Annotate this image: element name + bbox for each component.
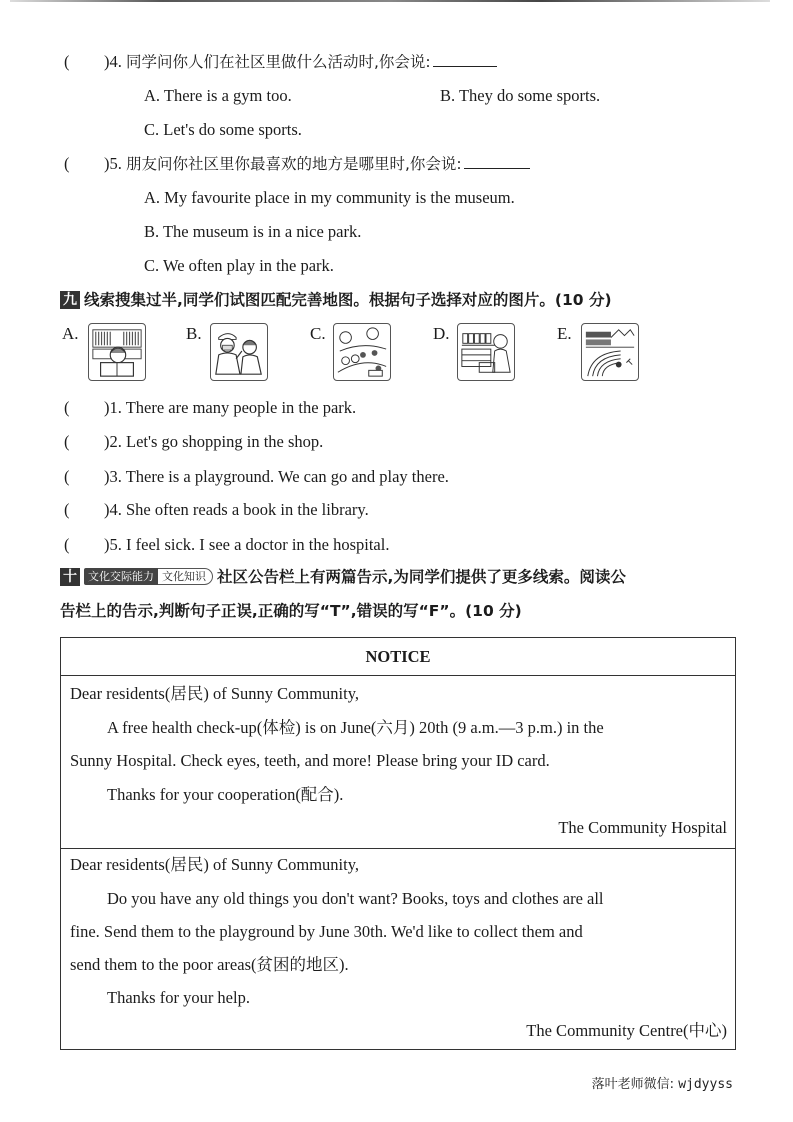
picture-label-b: B.: [186, 324, 202, 343]
sentence-number: )3.: [104, 467, 122, 486]
sentence-text: I feel sick. I see a doctor in the hospital.: [126, 535, 390, 554]
doctor-patient-icon: [210, 323, 268, 381]
library-reading-girl-icon: [88, 323, 146, 381]
answer-paren: (: [64, 432, 70, 451]
picture-label-e: E.: [557, 324, 572, 343]
answer-paren: (: [64, 535, 70, 554]
sentence-text: There are many people in the park.: [125, 398, 357, 417]
footer-label: 落叶老师微信:: [591, 1077, 675, 1092]
question-5: [104, 154, 530, 174]
section-10-header: [60, 567, 626, 587]
notice-1-signature: The Community Hospital: [558, 818, 727, 837]
question-prompt: 朋友问你社区里你最喜欢的地方是哪里时,你会说:: [126, 155, 462, 173]
section-instruction-line-2: 告栏上的告示,判断句子正误,正确的写“T”,错误的写“F”。(10 分): [60, 602, 522, 620]
answer-paren: (: [64, 467, 70, 486]
section-9-header: [60, 290, 612, 310]
knowledge-tag: 文化知识: [158, 568, 213, 585]
notice-2-thanks: Thanks for your help.: [107, 988, 250, 1007]
answer-blank[interactable]: [464, 155, 530, 169]
sentence-4: [104, 500, 369, 520]
question-prompt: 同学问你人们在社区里做什么活动时,你会说:: [126, 53, 431, 71]
option-a: A. There is a gym too.: [144, 86, 292, 105]
answer-paren: (: [64, 154, 70, 173]
sentence-text: Let's go shopping in the shop.: [126, 432, 324, 451]
notice-2-body-line-3: send them to the poor areas(贫困的地区).: [70, 955, 349, 974]
answer-paren: (: [64, 398, 70, 417]
section-10-header-cont: [60, 601, 522, 621]
section-instruction: 线索搜集过半,同学们试图匹配完善地图。根据句子选择对应的图片。(10 分): [84, 291, 612, 309]
question-number: )4.: [104, 52, 122, 71]
question-number: )5.: [104, 154, 122, 173]
option-a: A. My favourite place in my community is the museum.: [144, 188, 515, 207]
sentence-2: [104, 432, 323, 452]
sentence-3: [104, 467, 449, 487]
notice-board: [60, 637, 736, 1050]
shop-shopping-icon: [457, 323, 515, 381]
sentence-number: )4.: [104, 500, 122, 519]
notice-title: NOTICE: [61, 638, 735, 676]
notice-2-body-line-1: Do you have any old things you don't want? Books, toys and clothes are all: [107, 889, 604, 908]
footer-contact: [592, 1073, 733, 1092]
option-c: C. We often play in the park.: [144, 256, 334, 275]
notice-1-body-line-1: A free health check-up(体检) is on June(六月) 20th (9 a.m.—3 p.m.) in the: [107, 718, 604, 737]
option-c: C. Let's do some sports.: [144, 120, 302, 139]
answer-blank[interactable]: [433, 53, 497, 67]
page-top-edge: [10, 0, 770, 2]
notice-1-body-line-2: Sunny Hospital. Check eyes, teeth, and more! Please bring your ID card.: [70, 751, 550, 770]
playground-track-icon: [581, 323, 639, 381]
option-b: B. The museum is in a nice park.: [144, 222, 362, 241]
answer-paren: (: [64, 500, 70, 519]
sentence-number: )2.: [104, 432, 122, 451]
notice-2-greeting: Dear residents(居民) of Sunny Community,: [70, 855, 360, 874]
sentence-number: )5.: [104, 535, 122, 554]
sentence-1: [104, 398, 356, 418]
notice-1-greeting: Dear residents(居民) of Sunny Community,: [70, 684, 360, 703]
section-number-badge: 九: [60, 291, 80, 309]
picture-label-c: C.: [310, 324, 326, 343]
sentence-number: )1.: [104, 398, 122, 417]
section-instruction-line-1: 社区公告栏上有两篇告示,为同学们提供了更多线索。阅读公: [217, 568, 626, 586]
sentence-5: [104, 535, 389, 555]
notice-1-thanks: Thanks for your cooperation(配合).: [107, 785, 344, 804]
answer-paren: (: [64, 52, 70, 71]
notice-divider: [61, 848, 735, 849]
footer-handle: wjdyyss: [678, 1077, 733, 1092]
sentence-text: She often reads a book in the library.: [126, 500, 369, 519]
skill-tag: 文化交际能力: [84, 568, 158, 585]
picture-label-d: D.: [433, 324, 450, 343]
question-4: [104, 52, 497, 72]
picture-label-a: A.: [62, 324, 79, 343]
section-number-badge: 十: [60, 568, 80, 586]
option-b: B. They do some sports.: [440, 86, 601, 105]
notice-2-signature: The Community Centre(中心): [526, 1021, 727, 1040]
notice-2-body-line-2: fine. Send them to the playground by June 30th. We'd like to collect them and: [70, 922, 583, 941]
park-people-icon: [333, 323, 391, 381]
sentence-text: There is a playground. We can go and play there.: [125, 467, 449, 486]
